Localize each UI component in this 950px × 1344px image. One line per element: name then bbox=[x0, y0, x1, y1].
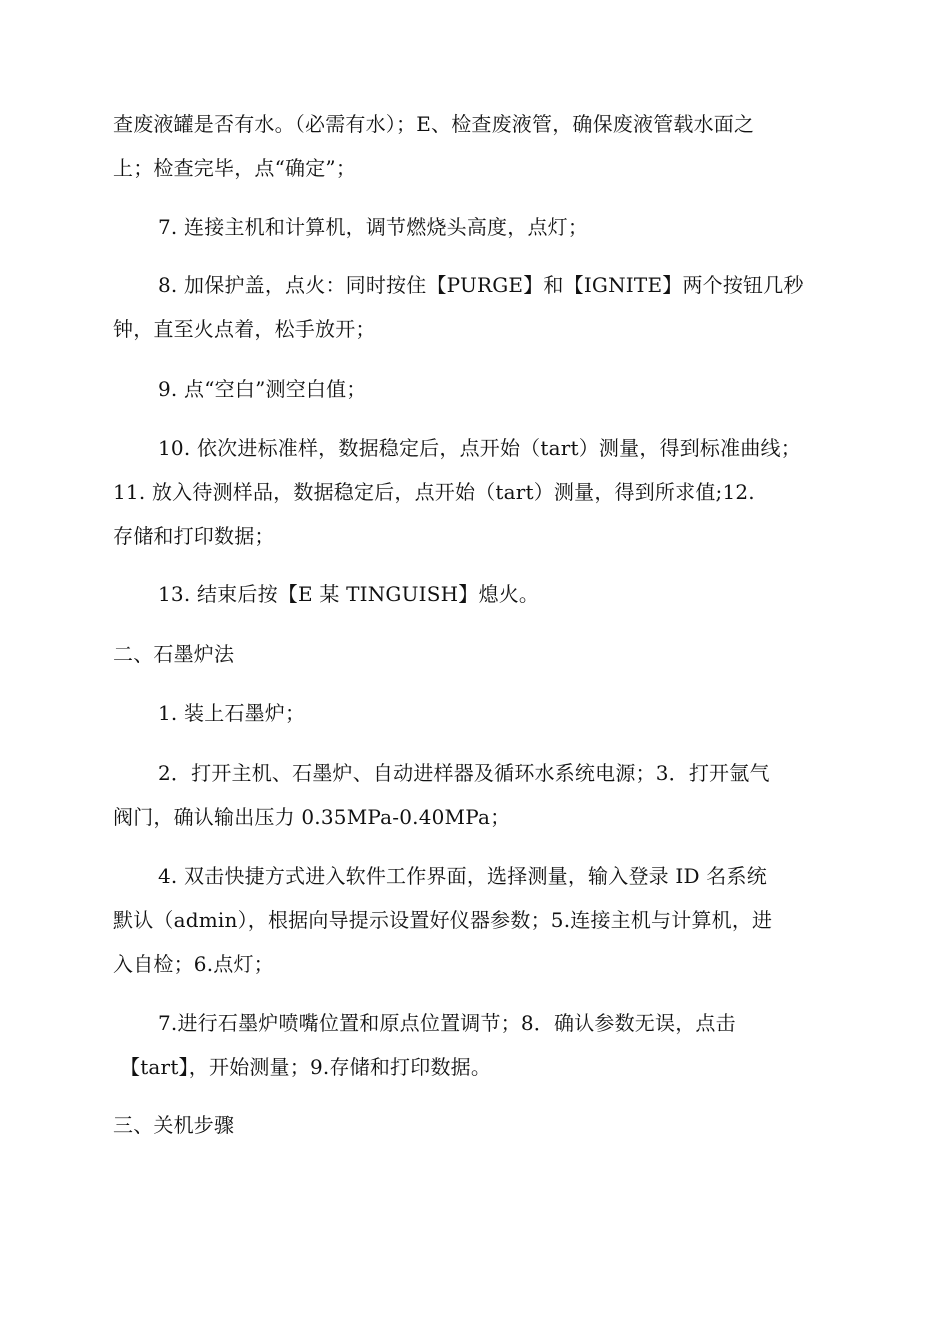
text-line: 钟，直至火点着，松手放开； bbox=[113, 317, 376, 341]
text-line: 存储和打印数据； bbox=[113, 524, 275, 548]
text-line: 2．打开主机、石墨炉、自动进样器及循环水系统电源；3．打开氩气 bbox=[158, 761, 770, 785]
text-line: 4. 双击快捷方式进入软件工作界面，选择测量，输入登录 ID 名系统 bbox=[158, 864, 767, 888]
text-line: 8. 加保护盖，点火：同时按住【PURGE】和【IGNITE】两个按钮几秒 bbox=[158, 273, 804, 297]
text-line: 13. 结束后按【E 某 TINGUISH】熄火。 bbox=[158, 582, 540, 606]
text-line: 阀门，确认输出压力 0.35MPa-0.40MPa； bbox=[113, 805, 511, 829]
text-line: 10. 依次进标准样，数据稳定后，点开始（tart）测量，得到标准曲线； bbox=[158, 436, 801, 460]
text-line: 1. 装上石墨炉； bbox=[158, 701, 306, 725]
text-line: 7. 连接主机和计算机，调节燃烧头高度，点灯； bbox=[158, 215, 589, 239]
section-heading: 二、石墨炉法 bbox=[113, 642, 235, 666]
text-line: 上；检查完毕，点“确定”； bbox=[113, 156, 357, 180]
text-line: 入自检；6.点灯； bbox=[113, 952, 274, 976]
section-heading: 三、关机步骤 bbox=[113, 1113, 235, 1137]
text-line: 查废液罐是否有水。（必需有水）；E、检查废液管，确保废液管载水面之 bbox=[113, 112, 755, 136]
text-line: 默认（admin），根据向导提示设置好仪器参数；5.连接主机与计算机，进 bbox=[113, 908, 773, 932]
text-line: 11. 放入待测样品，数据稳定后，点开始（tart）测量，得到所求值;12. bbox=[113, 480, 755, 504]
text-line: 9. 点“空白”测空白值； bbox=[158, 377, 367, 401]
text-line: 7.进行石墨炉喷嘴位置和原点位置调节；8．确认参数无误，点击 bbox=[158, 1011, 736, 1035]
text-line: 【tart】，开始测量；9.存储和打印数据。 bbox=[120, 1055, 492, 1079]
